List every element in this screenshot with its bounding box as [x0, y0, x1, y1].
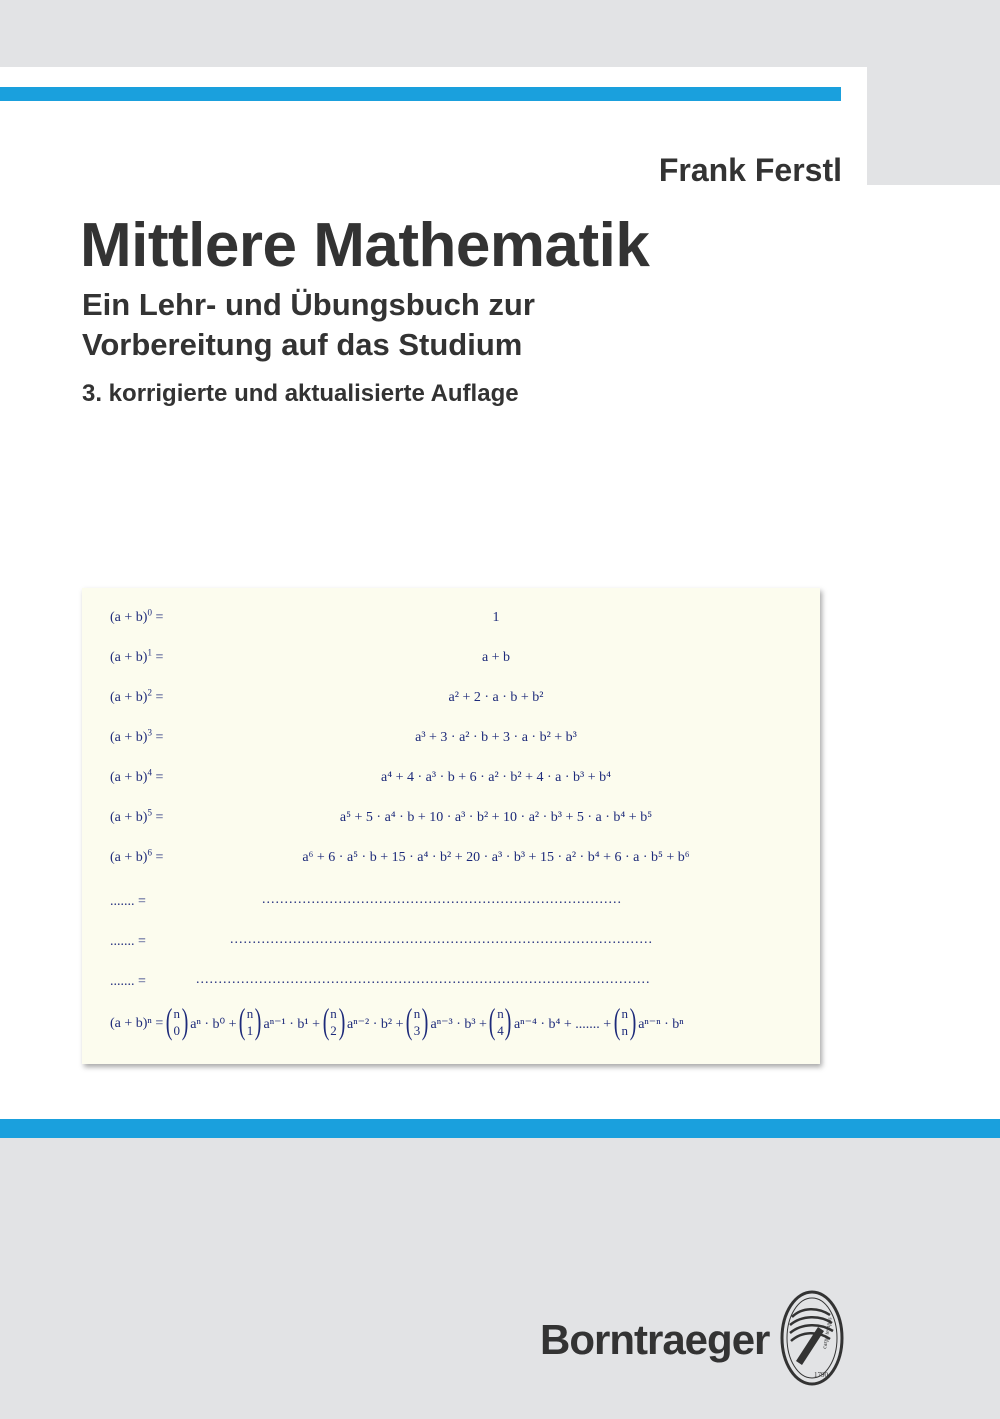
ellipsis-lhs: ....... =: [110, 894, 146, 909]
general-binomial-formula: [110, 1001, 810, 1050]
ellipsis-lhs: ....... =: [110, 934, 146, 949]
formula-row-0: [82, 604, 820, 634]
edition-note: 3. korrigierte und aktualisierte Auflage: [82, 380, 519, 407]
general-term: aⁿ⁻³ · b³ +: [430, 1016, 487, 1032]
publisher-logo-icon: [778, 1287, 846, 1389]
formula-lhs: $(a + b)^5$ =: [110, 807, 164, 825]
general-term: aⁿ⁻² · b² +: [347, 1016, 404, 1032]
formula-row-6: [82, 844, 820, 874]
ellipsis-dots: .....................................................................................................: [196, 972, 651, 987]
ellipsis-row-2: [82, 928, 820, 958]
formula-row-3: [82, 724, 820, 754]
general-term: aⁿ⁻⁴ · b⁴ + ....... +: [513, 1016, 612, 1032]
formula-rhs: a² + 2 · a · b + b²: [448, 690, 544, 705]
bottom-blue-stripe: [0, 1119, 1000, 1138]
binomial-coefficient: ( n 4 ): [489, 1001, 512, 1041]
binomial-coefficient: ( n n ): [613, 1001, 636, 1041]
binomial-coefficient: ( n 2 ): [322, 1001, 345, 1041]
formula-lhs: $(a + b)^1$ =: [110, 647, 164, 665]
top-gray-band: [0, 0, 1000, 67]
formula-rhs: a⁵ + 5 · a⁴ · b + 10 · a³ · b² + 10 · a² · b³ + 5 · a · b⁴ + b⁵: [339, 810, 653, 825]
ellipsis-row-1: [82, 888, 820, 918]
gray-corner-tab: [867, 67, 1000, 185]
book-title: Mittlere Mathematik: [80, 211, 650, 280]
general-lhs: (a + b)ⁿ =: [110, 1016, 164, 1031]
ellipsis-row-3: [82, 968, 820, 998]
general-term: aⁿ⁻¹ · b¹ +: [263, 1016, 321, 1032]
formula-rhs: a + b: [481, 650, 511, 665]
binomial-coefficient: ( n 0 ): [165, 1001, 189, 1041]
formula-rhs: a⁶ + 6 · a⁵ · b + 15 · a⁴ · b² + 20 · a³ · b³ + 15 · a² · b⁴ + 6 · a · b⁵ + b⁶: [302, 850, 690, 865]
binomial-coefficient: ( n 3 ): [405, 1001, 429, 1041]
formula-lhs: $(a + b)^0$ =: [110, 607, 164, 625]
binomial-coefficient: ( n 1 ): [238, 1001, 262, 1041]
subtitle-line-2: Vorbereitung auf das Studium: [82, 327, 523, 362]
book-subtitle: [82, 285, 535, 365]
logo-motto: carpe tempus: [822, 1316, 834, 1350]
general-term: aⁿ · b⁰ +: [190, 1016, 237, 1032]
author-name: Frank Ferstl: [658, 152, 842, 188]
ellipsis-lhs: ....... =: [110, 974, 146, 989]
binomial-formula-panel: [82, 588, 820, 1064]
formula-rhs: a⁴ + 4 · a³ · b + 6 · a² · b² + 4 · a · b³ + b⁴: [381, 770, 611, 785]
ellipsis-dots: ..............................................................................................: [230, 932, 653, 947]
formula-lhs: $(a + b)^4$ =: [110, 767, 164, 785]
formula-row-5: [82, 804, 820, 834]
general-term: aⁿ⁻ⁿ · bⁿ: [638, 1016, 684, 1032]
formula-rhs: 1: [492, 610, 500, 625]
formula-lhs: $(a + b)^6$ =: [110, 847, 164, 865]
formula-row-1: [82, 644, 820, 674]
formula-rhs: a³ + 3 · a² · b + 3 · a · b² + b³: [415, 730, 577, 745]
formula-row-4: [82, 764, 820, 794]
formula-row-2: [82, 684, 820, 714]
publisher-name: Borntraeger: [540, 1316, 770, 1363]
logo-year: 1790: [814, 1371, 828, 1379]
formula-lhs: $(a + b)^3$ =: [110, 727, 164, 745]
subtitle-line-1: Ein Lehr- und Übungsbuch zur: [82, 287, 535, 322]
top-blue-stripe: [0, 87, 841, 101]
formula-lhs: $(a + b)^2$ =: [110, 687, 164, 705]
bottom-gray-band: [0, 1138, 1000, 1419]
ellipsis-dots: ................................................................................: [262, 892, 622, 907]
